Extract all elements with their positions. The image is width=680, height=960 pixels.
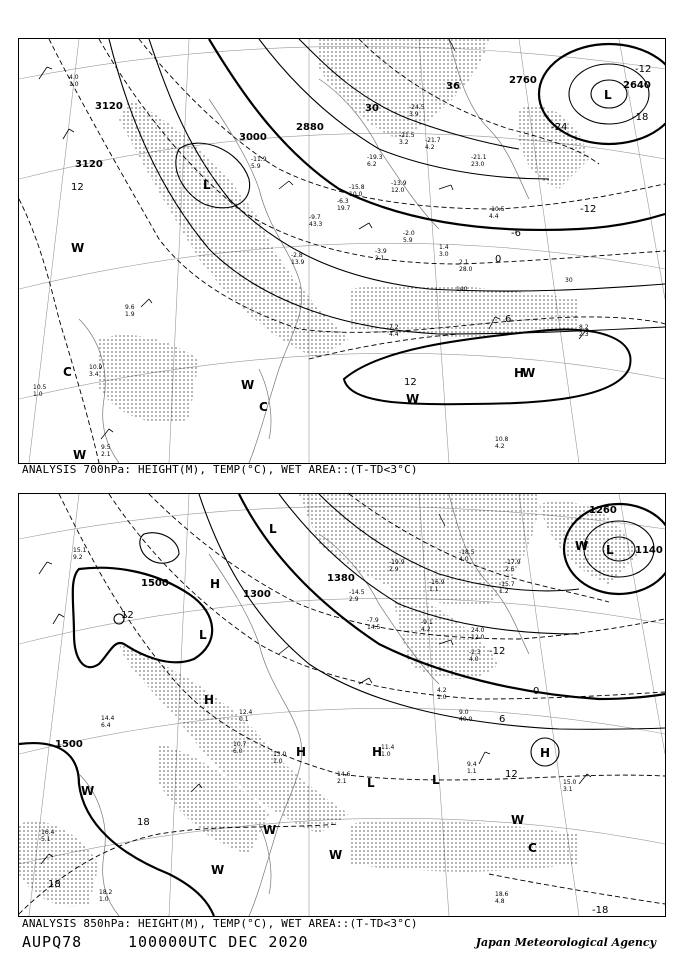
svg-text:12.0: 12.0: [391, 187, 405, 194]
height-label: 1500: [141, 578, 169, 589]
svg-text:-17.9: -17.9: [505, 559, 521, 566]
low-center: L: [203, 178, 211, 192]
station-plot: [99, 889, 113, 903]
svg-text:9.0: 9.0: [459, 709, 469, 716]
station-plot: [125, 304, 135, 318]
height-label: 1380: [327, 573, 355, 584]
svg-text:2.9: 2.9: [349, 596, 359, 603]
station-plot: [439, 244, 449, 258]
svg-text:4.0: 4.0: [469, 656, 479, 663]
svg-text:19.7: 19.7: [337, 205, 351, 212]
warm-center: W: [241, 378, 255, 392]
svg-text:6.2: 6.2: [367, 161, 377, 168]
temp-label: -12: [489, 646, 506, 657]
svg-text:-3.9: -3.9: [375, 248, 387, 255]
station-plot: [495, 891, 509, 905]
svg-text:10.0: 10.0: [349, 191, 363, 198]
svg-text:-15.7: -15.7: [499, 581, 515, 588]
high-center: H: [540, 746, 551, 760]
grid-label: 30: [565, 277, 573, 284]
product-code: AUPQ78: [22, 933, 83, 951]
svg-text:40.0: 40.0: [459, 716, 473, 723]
svg-text:-9.7: -9.7: [309, 214, 321, 221]
svg-text:4.4: 4.4: [489, 213, 499, 220]
svg-text:28.0: 28.0: [459, 266, 473, 273]
station-plot: [381, 744, 395, 758]
svg-text:14.5: 14.5: [367, 624, 381, 631]
height-label: 3120: [95, 101, 123, 112]
station-plot: [367, 617, 381, 631]
map-700hpa: [19, 39, 665, 463]
svg-text:14.4: 14.4: [101, 715, 115, 722]
station-plot: [239, 709, 253, 723]
station-plot: [471, 154, 487, 168]
svg-text:10.5: 10.5: [33, 384, 47, 391]
svg-text:15.1: 15.1: [73, 547, 87, 554]
svg-text:2.1: 2.1: [459, 259, 469, 266]
temp-label: 0: [495, 254, 502, 265]
station-plot: [499, 581, 515, 595]
chart-700hpa: [18, 38, 666, 464]
svg-text:9.2: 9.2: [73, 554, 83, 561]
svg-text:-24.5: -24.5: [409, 104, 425, 111]
low-center: L: [432, 773, 440, 787]
svg-text:-2.0: -2.0: [403, 230, 415, 237]
station-plot: [337, 771, 351, 785]
svg-text:9.5: 9.5: [101, 444, 111, 451]
high-center: H: [210, 577, 221, 591]
svg-text:-13.9: -13.9: [391, 180, 407, 187]
temp-label: 6: [499, 714, 506, 725]
svg-text:1.2: 1.2: [499, 588, 509, 595]
svg-text:-21.5: -21.5: [399, 132, 415, 139]
svg-text:1.1: 1.1: [429, 586, 439, 593]
warm-center: W: [81, 784, 95, 798]
svg-text:-16.9: -16.9: [429, 579, 445, 586]
height-label: 36: [446, 81, 460, 92]
station-plot: [579, 324, 589, 338]
svg-text:2.9: 2.9: [389, 566, 399, 573]
svg-text:1.0: 1.0: [381, 751, 391, 758]
station-plot: [391, 180, 407, 194]
station-plot: [389, 324, 399, 338]
station-plot: [437, 687, 447, 701]
svg-text:4.4: 4.4: [389, 331, 399, 338]
svg-text:3.1: 3.1: [563, 786, 573, 793]
grid-label: 140: [456, 286, 468, 293]
svg-text:2.3: 2.3: [579, 331, 589, 338]
warm-center: W: [329, 848, 343, 862]
svg-text:1.0: 1.0: [69, 81, 79, 88]
svg-text:2.1: 2.1: [375, 255, 385, 262]
temp-label: -12: [580, 204, 597, 215]
temp-label: -24: [551, 122, 568, 133]
svg-text:0.1: 0.1: [239, 716, 249, 723]
station-plot: [471, 627, 485, 641]
station-plot: [459, 259, 473, 273]
warm-center: W: [522, 366, 536, 380]
low-center: L: [199, 628, 207, 642]
low-center: L: [604, 88, 612, 102]
svg-text:1.0: 1.0: [437, 694, 447, 701]
station-plot: [489, 206, 505, 220]
high-center: H: [296, 745, 307, 759]
low-center: L: [269, 522, 277, 536]
station-plot: [101, 444, 111, 458]
caption-700hpa: ANALYSIS 700hPa: HEIGHT(M), TEMP(°C), WET AREA::(T-TD<3°C): [22, 463, 418, 476]
svg-text:6.0: 6.0: [233, 748, 243, 755]
station-plot: [33, 384, 47, 398]
height-label: 30: [365, 103, 379, 114]
svg-text:3.9: 3.9: [409, 111, 419, 118]
high-center: H: [372, 745, 383, 759]
svg-text:2.1: 2.1: [337, 778, 347, 785]
station-plot: [349, 589, 365, 603]
svg-text:18.2: 18.2: [99, 889, 113, 896]
temp-label: 12: [404, 377, 417, 388]
height-label: 1260: [589, 505, 617, 516]
svg-text:18.6: 18.6: [495, 891, 509, 898]
warm-center: W: [406, 392, 420, 406]
svg-text:1.1: 1.1: [467, 768, 477, 775]
temp-label: 12: [121, 610, 134, 621]
chart-850hpa: [18, 493, 666, 917]
temp-label: -18: [632, 112, 649, 123]
svg-text:3.2: 3.2: [399, 139, 409, 146]
temp-label: 12: [505, 769, 518, 780]
temp-label: -18: [592, 905, 609, 916]
station-plot: [425, 137, 441, 151]
svg-text:-6.3: -6.3: [337, 198, 349, 205]
svg-text:4.2: 4.2: [495, 443, 505, 450]
map-850hpa: [19, 494, 665, 916]
low-center: L: [367, 776, 375, 790]
svg-text:5.9: 5.9: [251, 163, 261, 170]
svg-text:-21.1: -21.1: [471, 154, 487, 161]
station-plot: [495, 436, 509, 450]
station-plot: [273, 751, 287, 765]
temp-label: -6: [511, 228, 521, 239]
svg-text:-2.8: -2.8: [291, 252, 303, 259]
height-label: 1140: [635, 545, 663, 556]
agency-name: Japan Meteorological Agency: [475, 936, 656, 949]
svg-text:-11.9: -11.9: [251, 156, 267, 163]
svg-text:4.0: 4.0: [69, 74, 79, 81]
station-plot: [69, 74, 79, 88]
svg-text:1.0: 1.0: [99, 896, 109, 903]
svg-text:-21.7: -21.7: [425, 137, 441, 144]
svg-text:-2.3: -2.3: [469, 649, 481, 656]
temp-label: 18: [48, 879, 61, 890]
station-plot: [399, 132, 415, 146]
station-plot: [309, 214, 323, 228]
station-plot: [403, 230, 415, 244]
station-plot: [349, 184, 365, 198]
svg-text:-10.5: -10.5: [489, 206, 505, 213]
svg-text:12.4: 12.4: [239, 709, 253, 716]
svg-text:-18.5: -18.5: [459, 549, 475, 556]
height-label: 3120: [75, 159, 103, 170]
warm-center: W: [511, 813, 525, 827]
low-center: L: [606, 543, 614, 557]
svg-text:-9.1: -9.1: [421, 619, 433, 626]
svg-text:8.2: 8.2: [579, 324, 589, 331]
temp-label: 0: [533, 686, 540, 697]
svg-text:5.9: 5.9: [403, 237, 413, 244]
station-plot: [337, 198, 351, 212]
station-plot: [375, 248, 387, 262]
svg-text:9.6: 9.6: [125, 304, 135, 311]
temp-label: 6: [505, 314, 512, 325]
high-center: H: [514, 366, 525, 380]
svg-text:1.4: 1.4: [439, 244, 449, 251]
svg-text:2.6: 2.6: [505, 566, 515, 573]
station-plot: [367, 154, 383, 168]
warm-center: W: [211, 863, 225, 877]
station-plot: [291, 252, 305, 266]
valid-time: 100000UTC DEC 2020: [128, 933, 309, 951]
warm-center: W: [263, 823, 277, 837]
svg-text:2.1: 2.1: [101, 451, 111, 458]
svg-text:9.4: 9.4: [467, 761, 477, 768]
height-label: 1300: [243, 589, 271, 600]
svg-text:4.8: 4.8: [495, 898, 505, 905]
svg-text:4.2: 4.2: [437, 687, 447, 694]
svg-text:14.6: 14.6: [337, 771, 351, 778]
svg-text:1.0: 1.0: [33, 391, 43, 398]
svg-text:4.2: 4.2: [425, 144, 435, 151]
svg-text:10.9: 10.9: [89, 364, 103, 371]
svg-text:43.3: 43.3: [309, 221, 323, 228]
svg-text:15.0: 15.0: [563, 779, 577, 786]
svg-text:4.2: 4.2: [421, 626, 431, 633]
svg-text:10.7: 10.7: [233, 741, 247, 748]
svg-text:12.0: 12.0: [471, 634, 485, 641]
warm-center: W: [575, 539, 589, 553]
temp-label: 18: [137, 817, 150, 828]
svg-text:3.4: 3.4: [89, 371, 99, 378]
svg-text:4.0: 4.0: [459, 556, 469, 563]
temp-label: -12: [635, 64, 652, 75]
svg-text:16.4: 16.4: [41, 829, 55, 836]
svg-text:-19.9: -19.9: [389, 559, 405, 566]
station-plot: [505, 559, 521, 573]
svg-text:1.0: 1.0: [273, 758, 283, 765]
station-plot: [101, 715, 115, 729]
svg-text:1.9: 1.9: [125, 311, 135, 318]
station-plot: [251, 156, 267, 170]
height-label: 2880: [296, 122, 324, 133]
station-plot: [467, 761, 477, 775]
cold-center: C: [63, 365, 72, 379]
height-label: 3000: [239, 132, 267, 143]
svg-text:5.1: 5.1: [41, 836, 51, 843]
svg-text:11.4: 11.4: [381, 744, 395, 751]
warm-center: W: [71, 241, 85, 255]
svg-text:24.0: 24.0: [471, 627, 485, 634]
svg-text:10.8: 10.8: [495, 436, 509, 443]
svg-text:23.0: 23.0: [471, 161, 485, 168]
svg-text:-14.5: -14.5: [349, 589, 365, 596]
cold-center: C: [259, 400, 268, 414]
station-plot: [459, 709, 473, 723]
station-plot: [563, 779, 577, 793]
warm-center: W: [73, 448, 87, 462]
svg-text:-19.3: -19.3: [367, 154, 383, 161]
cold-center: C: [528, 841, 537, 855]
height-label: 2760: [509, 75, 537, 86]
height-label: 1500: [55, 739, 83, 750]
caption-850hpa: ANALYSIS 850hPa: HEIGHT(M), TEMP(°C), WET AREA::(T-TD<3°C): [22, 917, 418, 930]
svg-text:13.0: 13.0: [273, 751, 287, 758]
high-center: H: [204, 693, 215, 707]
svg-text:-15.8: -15.8: [349, 184, 365, 191]
svg-text:-7.9: -7.9: [367, 617, 379, 624]
svg-text:7.2: 7.2: [389, 324, 399, 331]
svg-text:3.0: 3.0: [439, 251, 449, 258]
svg-text:13.9: 13.9: [291, 259, 305, 266]
station-plot: [73, 547, 87, 561]
svg-text:6.4: 6.4: [101, 722, 111, 729]
temp-label: 12: [71, 182, 84, 193]
height-label: 2640: [623, 80, 651, 91]
